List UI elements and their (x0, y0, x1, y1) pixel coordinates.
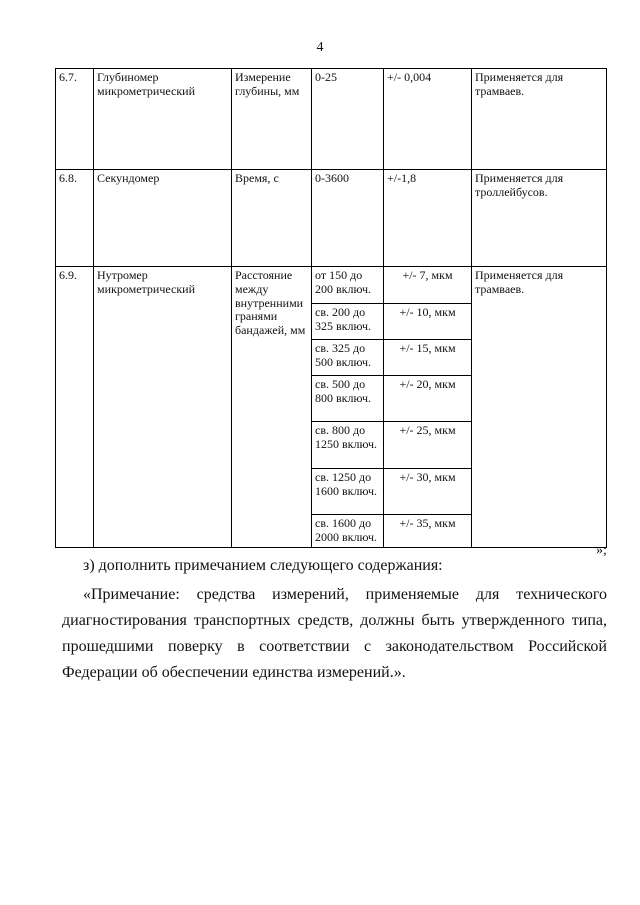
measurement-range: от 150 до 200 включ. (312, 267, 384, 304)
instrument-name: Глубиномер микрометрический (94, 69, 232, 170)
permissible-error: +/- 10, мкм (384, 304, 472, 340)
closing-quote-mark: »; (596, 543, 607, 558)
measurement-range: св. 500 до 800 включ. (312, 376, 384, 422)
measured-quantity: Расстояние между внутренними гранями бандажей, мм (232, 267, 312, 548)
permissible-error: +/-1,8 (384, 170, 472, 267)
table-row (56, 267, 607, 304)
measuring-instruments-table (55, 68, 607, 548)
usage-note: Применяется для трамваев. (472, 69, 607, 170)
permissible-error: +/- 30, мкм (384, 469, 472, 515)
note-text: «Примечание: средства измерений, применяемые для технического диагностирования транспортных средств, должны быть утвержденного типа, прошедшими поверку в соответствии с законодательством Российской Федерации об обеспечении единства измерений.». (62, 586, 607, 681)
instrument-name: Секундомер (94, 170, 232, 267)
measurement-range: св. 1250 до 1600 включ. (312, 469, 384, 515)
measurement-range: св. 1600 до 2000 включ. (312, 515, 384, 548)
row-number: 6.7. (56, 69, 94, 170)
row-number: 6.8. (56, 170, 94, 267)
measurement-range: св. 800 до 1250 включ. (312, 422, 384, 469)
permissible-error: +/- 35, мкм (384, 515, 472, 548)
table-row (56, 69, 607, 170)
measured-quantity: Время, с (232, 170, 312, 267)
instrument-name: Нутромер микрометрический (94, 267, 232, 548)
measured-quantity: Измерение глубины, мм (232, 69, 312, 170)
permissible-error: +/- 20, мкм (384, 376, 472, 422)
permissible-error: +/- 7, мкм (384, 267, 472, 304)
usage-note: Применяется для троллейбусов. (472, 170, 607, 267)
measurement-range: 0-25 (312, 69, 384, 170)
table-row (56, 170, 607, 267)
measurement-range: 0-3600 (312, 170, 384, 267)
measurement-range: св. 200 до 325 включ. (312, 304, 384, 340)
usage-note: Применяется для трамваев. (472, 267, 607, 548)
measurement-range: св. 325 до 500 включ. (312, 340, 384, 376)
permissible-error: +/- 15, мкм (384, 340, 472, 376)
amendment-paragraph: з) дополнить примечанием следующего содержания: (83, 557, 443, 574)
row-number: 6.9. (56, 267, 94, 548)
note-paragraph (62, 582, 607, 686)
permissible-error: +/- 25, мкм (384, 422, 472, 469)
permissible-error: +/- 0,004 (384, 69, 472, 170)
page-number: 4 (316, 40, 324, 55)
